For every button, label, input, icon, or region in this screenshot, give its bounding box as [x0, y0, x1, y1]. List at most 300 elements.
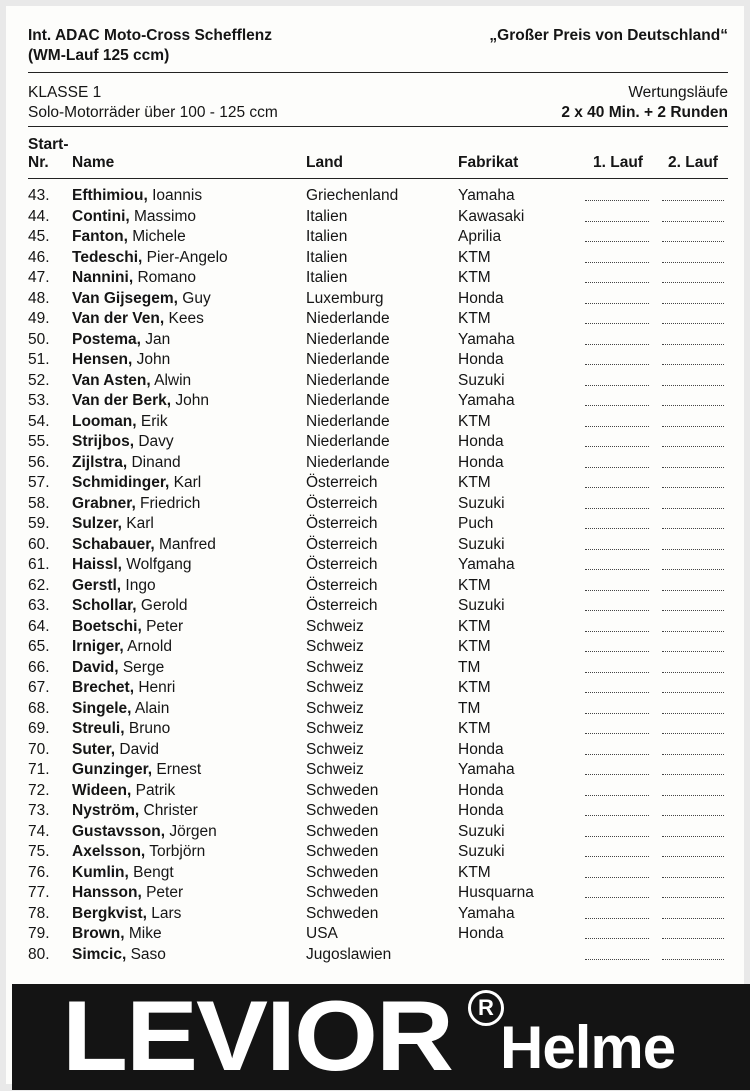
rider-country: Luxemburg	[306, 289, 384, 307]
rider-make: Honda	[458, 925, 504, 942]
table-row	[28, 514, 728, 534]
rider-make: Yamaha	[458, 187, 515, 204]
program-page	[6, 6, 744, 1091]
lauf2-blank	[662, 323, 724, 324]
lauf1-blank	[585, 692, 649, 693]
start-number: 78.	[28, 904, 50, 922]
lauf1-blank	[585, 323, 649, 324]
rider-make: KTM	[458, 310, 491, 327]
rider-name	[72, 863, 174, 883]
rider-name	[72, 248, 228, 268]
lauf1-blank	[585, 405, 649, 406]
lauf1-blank	[585, 221, 649, 222]
lauf1-blank	[585, 672, 649, 673]
rider-country: Österreich	[306, 494, 378, 512]
lauf2-blank	[662, 795, 724, 796]
rider-first-name: Bruno	[124, 720, 171, 737]
rider-last-name: Wideen,	[72, 781, 132, 799]
rider-country: Niederlande	[306, 330, 390, 348]
rider-country: Schweden	[306, 904, 379, 922]
rider-country: Griechenland	[306, 187, 399, 204]
table-row	[28, 576, 728, 596]
table-row	[28, 945, 728, 965]
lauf2-blank	[662, 651, 724, 652]
rider-first-name: Torbjörn	[145, 843, 206, 860]
rider-last-name: Van Gijsegem,	[72, 289, 178, 307]
table-row	[28, 719, 728, 739]
rider-country: Österreich	[306, 535, 378, 553]
table-row	[28, 453, 728, 473]
rider-first-name: Henri	[134, 679, 176, 696]
rider-last-name: Gerstl,	[72, 576, 122, 594]
lauf2-blank	[662, 487, 724, 488]
rider-make: Suzuki	[458, 843, 505, 860]
start-number: 57.	[28, 474, 50, 491]
rider-first-name: Massimo	[129, 207, 197, 225]
start-number: 43.	[28, 187, 50, 204]
rider-last-name: Simcic,	[72, 945, 127, 963]
rider-name	[72, 535, 216, 555]
rider-make: Yamaha	[458, 556, 515, 573]
table-row	[28, 596, 728, 616]
lauf2-blank	[662, 528, 724, 529]
rider-make: Suzuki	[458, 597, 505, 614]
rider-first-name: Karl	[121, 515, 154, 532]
advert-banner	[12, 979, 750, 1091]
start-number: 73.	[28, 802, 50, 819]
rider-country: Schweiz	[306, 720, 364, 737]
lauf1-blank	[585, 200, 649, 201]
rider-make: TM	[458, 699, 481, 717]
rider-name	[72, 596, 187, 616]
table-row	[28, 248, 728, 268]
rider-make: Honda	[458, 289, 504, 307]
lauf1-blank	[585, 815, 649, 816]
col-name: Name	[72, 154, 115, 171]
table-row	[28, 658, 728, 678]
rider-last-name: Singele,	[72, 699, 132, 717]
rider-first-name: David	[115, 740, 160, 758]
rider-last-name: Looman,	[72, 412, 137, 430]
event-title	[28, 26, 272, 66]
start-number: 74.	[28, 822, 50, 840]
lauf2-blank	[662, 241, 724, 242]
lauf2-blank	[662, 590, 724, 591]
rider-name	[72, 432, 174, 452]
rider-last-name: Axelsson,	[72, 843, 146, 860]
lauf1-blank	[585, 836, 649, 837]
lauf1-blank	[585, 959, 649, 960]
rider-country: Schweden	[306, 884, 379, 901]
rider-name	[72, 760, 201, 780]
lauf2-blank	[662, 733, 724, 734]
start-number: 48.	[28, 289, 50, 307]
lauf2-blank	[662, 610, 724, 611]
start-number: 50.	[28, 330, 50, 348]
rider-first-name: Ingo	[121, 576, 156, 594]
start-number: 59.	[28, 515, 50, 532]
rider-make: Honda	[458, 453, 504, 471]
rider-last-name: Nannini,	[72, 269, 134, 286]
rider-country: Schweden	[306, 843, 379, 860]
col-land: Land	[306, 154, 344, 171]
start-number: 54.	[28, 412, 50, 430]
lauf2-blank	[662, 344, 724, 345]
rider-make: Suzuki	[458, 371, 505, 389]
lauf2-blank	[662, 426, 724, 427]
start-number: 51.	[28, 351, 50, 368]
start-number: 52.	[28, 371, 50, 389]
rider-last-name: Suter,	[72, 740, 116, 758]
lauf1-blank	[585, 938, 649, 939]
lauf1-blank	[585, 549, 649, 550]
rider-last-name: Boetschi,	[72, 617, 142, 635]
lauf2-blank	[662, 262, 724, 263]
rider-name	[72, 904, 181, 924]
table-header-divider	[28, 178, 728, 179]
table-row	[28, 637, 728, 657]
rider-last-name: Haissl,	[72, 556, 122, 573]
start-number: 67.	[28, 679, 50, 696]
rider-first-name: Gerold	[136, 597, 188, 614]
start-number: 75.	[28, 843, 50, 860]
rider-country: Schweden	[306, 863, 379, 881]
lauf1-blank	[585, 303, 649, 304]
lauf1-blank	[585, 795, 649, 796]
rider-name	[72, 781, 175, 801]
rider-make: Husquarna	[458, 884, 534, 901]
rider-country: Schweden	[306, 822, 379, 840]
col-start-nr-2: Nr.	[28, 154, 49, 171]
rider-name	[72, 740, 159, 760]
lauf2-blank	[662, 815, 724, 816]
rider-last-name: David,	[72, 658, 119, 676]
rider-country: Niederlande	[306, 310, 390, 327]
rider-country: Niederlande	[306, 351, 390, 368]
rider-last-name: Schmidinger,	[72, 474, 170, 491]
rider-last-name: Van Asten,	[72, 371, 151, 389]
rider-last-name: Tedeschi,	[72, 248, 143, 266]
rider-make: KTM	[458, 474, 491, 491]
rider-country: Schweiz	[306, 740, 364, 758]
start-number: 70.	[28, 740, 50, 758]
lauf1-blank	[585, 385, 649, 386]
rider-first-name: Friedrich	[135, 494, 201, 512]
rider-last-name: Postema,	[72, 330, 141, 348]
rider-country: Niederlande	[306, 412, 390, 430]
rider-first-name: Ernest	[152, 761, 202, 778]
rider-name	[72, 330, 170, 350]
rider-last-name: Gustavsson,	[72, 822, 166, 840]
rider-make: Honda	[458, 351, 504, 368]
start-number: 56.	[28, 453, 50, 471]
table-row	[28, 801, 728, 821]
rider-make: Puch	[458, 515, 494, 532]
start-number: 62.	[28, 576, 50, 594]
lauf2-blank	[662, 385, 724, 386]
col-start-nr-1: Start-	[28, 136, 69, 153]
rider-make: KTM	[458, 638, 491, 655]
rider-make: Honda	[458, 781, 504, 799]
rider-first-name: Mike	[124, 925, 162, 942]
rider-country: Schweiz	[306, 658, 364, 676]
rider-first-name: Peter	[141, 617, 184, 635]
lauf2-blank	[662, 282, 724, 283]
start-number: 61.	[28, 556, 50, 573]
rider-first-name: Jan	[140, 330, 171, 348]
table-row	[28, 412, 728, 432]
lauf1-blank	[585, 487, 649, 488]
table-row	[28, 227, 728, 247]
rider-name	[72, 883, 183, 903]
rider-name	[72, 658, 164, 678]
lauf1-blank	[585, 241, 649, 242]
start-number: 77.	[28, 884, 50, 901]
rider-name	[72, 227, 186, 247]
rider-country: Österreich	[306, 556, 378, 573]
rider-first-name: Dinand	[127, 453, 181, 471]
rider-first-name: Guy	[177, 289, 211, 307]
rider-make: Aprilia	[458, 228, 502, 245]
start-number: 65.	[28, 638, 50, 655]
table-row	[28, 289, 728, 309]
rider-name	[72, 699, 169, 719]
rider-name	[72, 924, 162, 944]
rider-country: Niederlande	[306, 371, 390, 389]
table-row	[28, 535, 728, 555]
lauf2-blank	[662, 713, 724, 714]
lauf2-blank	[662, 754, 724, 755]
lauf1-blank	[585, 897, 649, 898]
rider-first-name: Kees	[164, 310, 204, 327]
lauf2-blank	[662, 877, 724, 878]
rider-country: Schweiz	[306, 699, 364, 717]
rider-name	[72, 945, 166, 965]
rider-first-name: Saso	[126, 945, 166, 963]
rider-first-name: John	[132, 351, 171, 368]
rating-title: Wertungsläufe	[628, 84, 728, 101]
rider-country: Niederlande	[306, 453, 390, 471]
rider-name	[72, 719, 170, 739]
lauf2-blank	[662, 508, 724, 509]
rider-first-name: Peter	[141, 884, 184, 901]
rider-country: Italien	[306, 228, 348, 245]
start-number: 68.	[28, 699, 50, 717]
table-row	[28, 781, 728, 801]
rider-make: Yamaha	[458, 392, 515, 409]
registered-mark-icon: R	[468, 990, 504, 1026]
header-divider	[28, 72, 728, 73]
class-info	[28, 83, 278, 123]
rider-name	[72, 391, 209, 411]
rider-first-name: Alain	[131, 699, 170, 717]
table-row	[28, 391, 728, 411]
lauf2-blank	[662, 405, 724, 406]
lauf2-blank	[662, 446, 724, 447]
rider-country: Österreich	[306, 597, 378, 614]
rating-subtitle: 2 x 40 Min. + 2 Runden	[561, 104, 728, 121]
start-number: 55.	[28, 433, 50, 450]
rider-last-name: Contini,	[72, 207, 130, 225]
rider-country: USA	[306, 925, 338, 942]
rider-make: KTM	[458, 720, 491, 737]
table-row	[28, 350, 728, 370]
rider-last-name: Hensen,	[72, 351, 133, 368]
lauf1-blank	[585, 713, 649, 714]
rider-first-name: Serge	[118, 658, 165, 676]
rider-last-name: Nyström,	[72, 802, 140, 819]
lauf2-blank	[662, 221, 724, 222]
col-lauf2: 2. Lauf	[668, 154, 718, 171]
table-row	[28, 842, 728, 862]
lauf2-blank	[662, 692, 724, 693]
lauf2-blank	[662, 672, 724, 673]
class-title: KLASSE 1	[28, 84, 102, 101]
rider-last-name: Zijlstra,	[72, 453, 128, 471]
rider-make: KTM	[458, 269, 491, 286]
rider-last-name: Irniger,	[72, 638, 124, 655]
rider-first-name: Michele	[127, 228, 186, 245]
table-row	[28, 883, 728, 903]
start-number: 45.	[28, 228, 50, 245]
rider-first-name: Erik	[136, 412, 168, 430]
lauf1-blank	[585, 528, 649, 529]
lauf1-blank	[585, 364, 649, 365]
rider-make: Kawasaki	[458, 207, 525, 225]
rider-first-name: Davy	[134, 433, 174, 450]
lauf1-blank	[585, 467, 649, 468]
lauf1-blank	[585, 262, 649, 263]
table-row	[28, 268, 728, 288]
event-title-line1: Int. ADAC Moto-Cross Schefflenz	[28, 27, 272, 44]
lauf2-blank	[662, 631, 724, 632]
rider-last-name: Fanton,	[72, 228, 128, 245]
rider-first-name: Pier-Angelo	[142, 248, 228, 266]
lauf1-blank	[585, 774, 649, 775]
class-divider	[28, 126, 728, 127]
rider-country: Italien	[306, 207, 348, 225]
lauf1-blank	[585, 733, 649, 734]
table-row	[28, 432, 728, 452]
table-row	[28, 309, 728, 329]
rider-country: Italien	[306, 269, 348, 286]
lauf2-blank	[662, 569, 724, 570]
rider-last-name: Van der Ven,	[72, 310, 165, 327]
start-number: 66.	[28, 658, 50, 676]
start-number: 46.	[28, 248, 50, 266]
rider-last-name: Strijbos,	[72, 433, 135, 450]
start-number: 76.	[28, 863, 50, 881]
rider-make: Yamaha	[458, 330, 515, 348]
lauf1-blank	[585, 856, 649, 857]
lauf2-blank	[662, 836, 724, 837]
advert-brand: LEVIOR	[62, 979, 453, 1091]
rider-first-name: Christer	[139, 802, 198, 819]
lauf1-blank	[585, 918, 649, 919]
rider-first-name: Ioannis	[147, 187, 203, 204]
rider-name	[72, 801, 198, 821]
start-number: 63.	[28, 597, 50, 614]
lauf1-blank	[585, 282, 649, 283]
rider-name	[72, 412, 168, 432]
rider-name	[72, 207, 196, 227]
table-row	[28, 494, 728, 514]
rider-first-name: Arnold	[123, 638, 172, 655]
lauf2-blank	[662, 856, 724, 857]
grand-prix-title: „Großer Preis von Deutschland“	[489, 27, 728, 44]
rider-name	[72, 576, 156, 596]
start-number: 47.	[28, 269, 50, 286]
lauf2-blank	[662, 938, 724, 939]
rider-make: Suzuki	[458, 494, 505, 512]
rider-last-name: Van der Berk,	[72, 392, 172, 409]
lauf1-blank	[585, 590, 649, 591]
rider-first-name: Alwin	[150, 371, 192, 389]
rider-make: KTM	[458, 863, 491, 881]
table-row	[28, 186, 728, 206]
start-number: 58.	[28, 494, 50, 512]
rider-country: Jugoslawien	[306, 945, 392, 963]
rider-first-name: Jörgen	[165, 822, 217, 840]
lauf1-blank	[585, 877, 649, 878]
rider-first-name: Bengt	[128, 863, 174, 881]
rider-name	[72, 350, 170, 370]
table-row	[28, 678, 728, 698]
table-row	[28, 822, 728, 842]
rider-last-name: Gunzinger,	[72, 761, 153, 778]
lauf1-blank	[585, 508, 649, 509]
table-row	[28, 760, 728, 780]
rider-name	[72, 453, 181, 473]
advert-product: Helme	[500, 1014, 676, 1081]
table-row	[28, 371, 728, 391]
class-subtitle: Solo-Motorräder über 100 - 125 ccm	[28, 104, 278, 121]
rider-country: Schweden	[306, 802, 379, 819]
rider-last-name: Efthimiou,	[72, 187, 148, 204]
start-number: 49.	[28, 310, 50, 327]
rider-name	[72, 309, 204, 329]
rider-name	[72, 473, 201, 493]
table-row	[28, 330, 728, 350]
rider-first-name: Karl	[169, 474, 202, 491]
rider-last-name: Streuli,	[72, 720, 125, 737]
rider-last-name: Brown,	[72, 925, 125, 942]
start-number: 79.	[28, 925, 50, 942]
rider-make: Suzuki	[458, 822, 505, 840]
lauf2-blank	[662, 959, 724, 960]
start-number: 80.	[28, 945, 50, 963]
rider-make: Honda	[458, 740, 504, 758]
rider-name	[72, 268, 196, 288]
rider-make: KTM	[458, 679, 491, 696]
start-number: 71.	[28, 761, 50, 778]
lauf2-blank	[662, 918, 724, 919]
start-number: 69.	[28, 720, 50, 737]
rider-country: Österreich	[306, 576, 378, 594]
lauf2-blank	[662, 467, 724, 468]
start-number: 44.	[28, 207, 50, 225]
table-row	[28, 904, 728, 924]
rider-name	[72, 617, 183, 637]
event-title-line2: (WM-Lauf 125 ccm)	[28, 47, 170, 64]
rider-first-name: Lars	[146, 904, 182, 922]
table-row	[28, 473, 728, 493]
lauf2-blank	[662, 774, 724, 775]
rider-name	[72, 371, 191, 391]
rider-last-name: Schabauer,	[72, 535, 155, 553]
col-fabrikat: Fabrikat	[458, 154, 519, 171]
rider-name	[72, 555, 192, 575]
